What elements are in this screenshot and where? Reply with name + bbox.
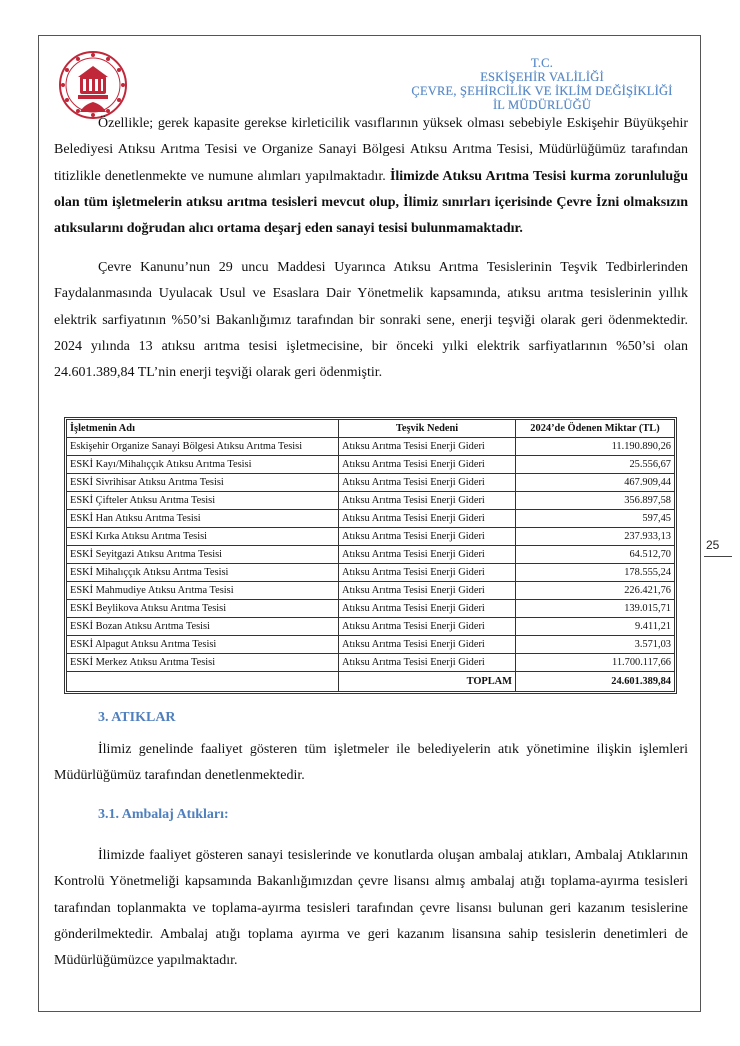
total-label: TOPLAM	[339, 672, 516, 692]
incentive-table	[66, 419, 675, 692]
column-header-facility: İşletmenin Adı	[67, 420, 339, 438]
paragraph-wastewater-inspection	[54, 111, 688, 242]
cell-amount: 237.933,13	[516, 528, 675, 546]
cell-facility: ESKİ Han Atıksu Arıtma Tesisi	[67, 510, 339, 528]
cell-amount: 597,45	[516, 510, 675, 528]
page-number: 25	[706, 538, 720, 552]
cell-reason: Atıksu Arıtma Tesisi Enerji Gideri	[339, 546, 516, 564]
section-heading-packaging-waste: 3.1. Ambalaj Atıkları:	[98, 807, 229, 822]
cell-reason: Atıksu Arıtma Tesisi Enerji Gideri	[339, 492, 516, 510]
cell-reason: Atıksu Arıtma Tesisi Enerji Gideri	[339, 564, 516, 582]
paragraph-bold-text: İlimizde Atıksu Arıtma Tesisi kurma zorunluluğu olan tüm işletmelerin atıksu arıtma tesisleri mevcut olup, İlimiz sınırları içerisinde Çevre İzni olmaksızın atıksularını doğrudan alıcı ortama deşarj eden sanayi tesisi bulunmamaktadır.	[54, 168, 688, 237]
page-number-rule	[704, 556, 732, 557]
cell-facility: Eskişehir Organize Sanayi Bölgesi Atıksu Arıtma Tesisi	[67, 438, 339, 456]
table-row	[67, 528, 675, 546]
cell-amount: 178.555,24	[516, 564, 675, 582]
table-row	[67, 438, 675, 456]
table-row	[67, 510, 675, 528]
cell-amount: 3.571,03	[516, 636, 675, 654]
table-row	[67, 618, 675, 636]
paragraph-text: Özellikle; gerek kapasite gerekse kirleticilik vasıflarının yüksek olması sebebiyle Eskişehir Büyükşehir Belediyesi Atıksu Arıtma Tesisi ve Organize Sanayi Bölgesi Atıksu Arıtma Tesisi, Müdürlüğümüz tarafından titizlikle denetlenmekte ve numune alımları yapılmaktadır.	[54, 116, 688, 184]
cell-amount: 25.556,67	[516, 456, 675, 474]
table-row	[67, 636, 675, 654]
table-row	[67, 600, 675, 618]
cell-reason: Atıksu Arıtma Tesisi Enerji Gideri	[339, 654, 516, 672]
paragraph-packaging-waste: İlimizde faaliyet gösteren sanayi tesislerinde ve konutlarda oluşan ambalaj atıkları, Ambalaj Atıklarının Kontrolü Yönetmeliği kapsamında Bakanlığımızdan çevre lisansı almış ambalaj atığı toplama-ayırma tesisleri tarafından toplanmakta ve toplama-ayırma tesisleri tarafından çevre lisansı bulunan geri kazanım tesislerine gönderilmektedir. Ambalaj atığı toplama ayırma ve geri kazanım lisansına sahip tesislerin denetimleri de Müdürlüğümüzce yapılmaktadır.	[54, 848, 688, 969]
cell-facility: ESKİ Çifteler Atıksu Arıtma Tesisi	[67, 492, 339, 510]
column-header-reason: Teşvik Nedeni	[339, 420, 516, 438]
table-row	[67, 546, 675, 564]
cell-amount: 11.700.117,66	[516, 654, 675, 672]
cell-amount: 64.512,70	[516, 546, 675, 564]
cell-amount: 139.015,71	[516, 600, 675, 618]
cell-reason: Atıksu Arıtma Tesisi Enerji Gideri	[339, 510, 516, 528]
table-row	[67, 492, 675, 510]
cell-amount: 11.190.890,26	[516, 438, 675, 456]
header-line-ministry: ÇEVRE, ŞEHİRCİLİK VE İKLİM DEĞİŞİKLİĞİ	[411, 84, 673, 98]
header-line-tc: T.C.	[530, 56, 554, 70]
table-row	[67, 654, 675, 672]
table-row	[67, 474, 675, 492]
paragraph-waste-inspection: İlimiz genelinde faaliyet gösteren tüm işletmeler ile belediyelerin atık yönetimine ilişkin işlemleri Müdürlüğümüz tarafından denetlenmektedir.	[54, 742, 688, 784]
cell-facility: ESKİ Merkez Atıksu Arıtma Tesisi	[67, 654, 339, 672]
cell-facility: ESKİ Seyitgazi Atıksu Arıtma Tesisi	[67, 546, 339, 564]
total-value: 24.601.389,84	[516, 672, 675, 692]
institution-header	[402, 56, 682, 112]
cell-facility: ESKİ Alpagut Atıksu Arıtma Tesisi	[67, 636, 339, 654]
cell-amount: 467.909,44	[516, 474, 675, 492]
cell-reason: Atıksu Arıtma Tesisi Enerji Gideri	[339, 438, 516, 456]
cell-facility: ESKİ Kırka Atıksu Arıtma Tesisi	[67, 528, 339, 546]
header-line-valilik: ESKİŞEHİR VALİLİĞİ	[480, 70, 604, 84]
cell-facility: ESKİ Sivrihisar Atıksu Arıtma Tesisi	[67, 474, 339, 492]
cell-reason: Atıksu Arıtma Tesisi Enerji Gideri	[339, 474, 516, 492]
cell-facility: ESKİ Mahmudiye Atıksu Arıtma Tesisi	[67, 582, 339, 600]
table-header-row	[67, 420, 675, 438]
header-line-directorate: İL MÜDÜRLÜĞÜ	[492, 98, 592, 112]
section-heading-waste: 3. ATIKLAR	[98, 710, 176, 725]
cell-reason: Atıksu Arıtma Tesisi Enerji Gideri	[339, 528, 516, 546]
cell-reason: Atıksu Arıtma Tesisi Enerji Gideri	[339, 636, 516, 654]
cell-amount: 356.897,58	[516, 492, 675, 510]
cell-amount: 9.411,21	[516, 618, 675, 636]
paragraph-energy-incentive: Çevre Kanunu’nun 29 uncu Maddesi Uyarınca Atıksu Arıtma Tesislerinin Teşvik Tedbirlerinden Faydalanmasında Uyulacak Usul ve Esaslara Dair Yönetmelik kapsamında, atıksu arıtma tesislerinin yıllık elektrik sarfiyatının %50’si Bakanlığımız tarafından bir sonraki sene, enerji teşviği olarak geri ödenmektedir. 2024 yılında 13 atıksu arıtma tesisi işletmecisine, bir önceki yılki elektrik sarfiyatlarının %50’si olan 24.601.389,84 TL’nin enerji teşviği olarak geri ödenmiştir.	[54, 260, 688, 381]
cell-facility: ESKİ Kayı/Mihalıççık Atıksu Arıtma Tesisi	[67, 456, 339, 474]
cell-facility: ESKİ Bozan Atıksu Arıtma Tesisi	[67, 618, 339, 636]
total-blank-cell	[67, 672, 339, 692]
cell-amount: 226.421,76	[516, 582, 675, 600]
cell-facility: ESKİ Mihalıççık Atıksu Arıtma Tesisi	[67, 564, 339, 582]
table-row	[67, 582, 675, 600]
cell-reason: Atıksu Arıtma Tesisi Enerji Gideri	[339, 618, 516, 636]
table-total-row	[67, 672, 675, 692]
table-row	[67, 456, 675, 474]
cell-reason: Atıksu Arıtma Tesisi Enerji Gideri	[339, 600, 516, 618]
column-header-amount: 2024’de Ödenen Miktar (TL)	[516, 420, 675, 438]
table-row	[67, 564, 675, 582]
cell-reason: Atıksu Arıtma Tesisi Enerji Gideri	[339, 456, 516, 474]
cell-reason: Atıksu Arıtma Tesisi Enerji Gideri	[339, 582, 516, 600]
cell-facility: ESKİ Beylikova Atıksu Arıtma Tesisi	[67, 600, 339, 618]
